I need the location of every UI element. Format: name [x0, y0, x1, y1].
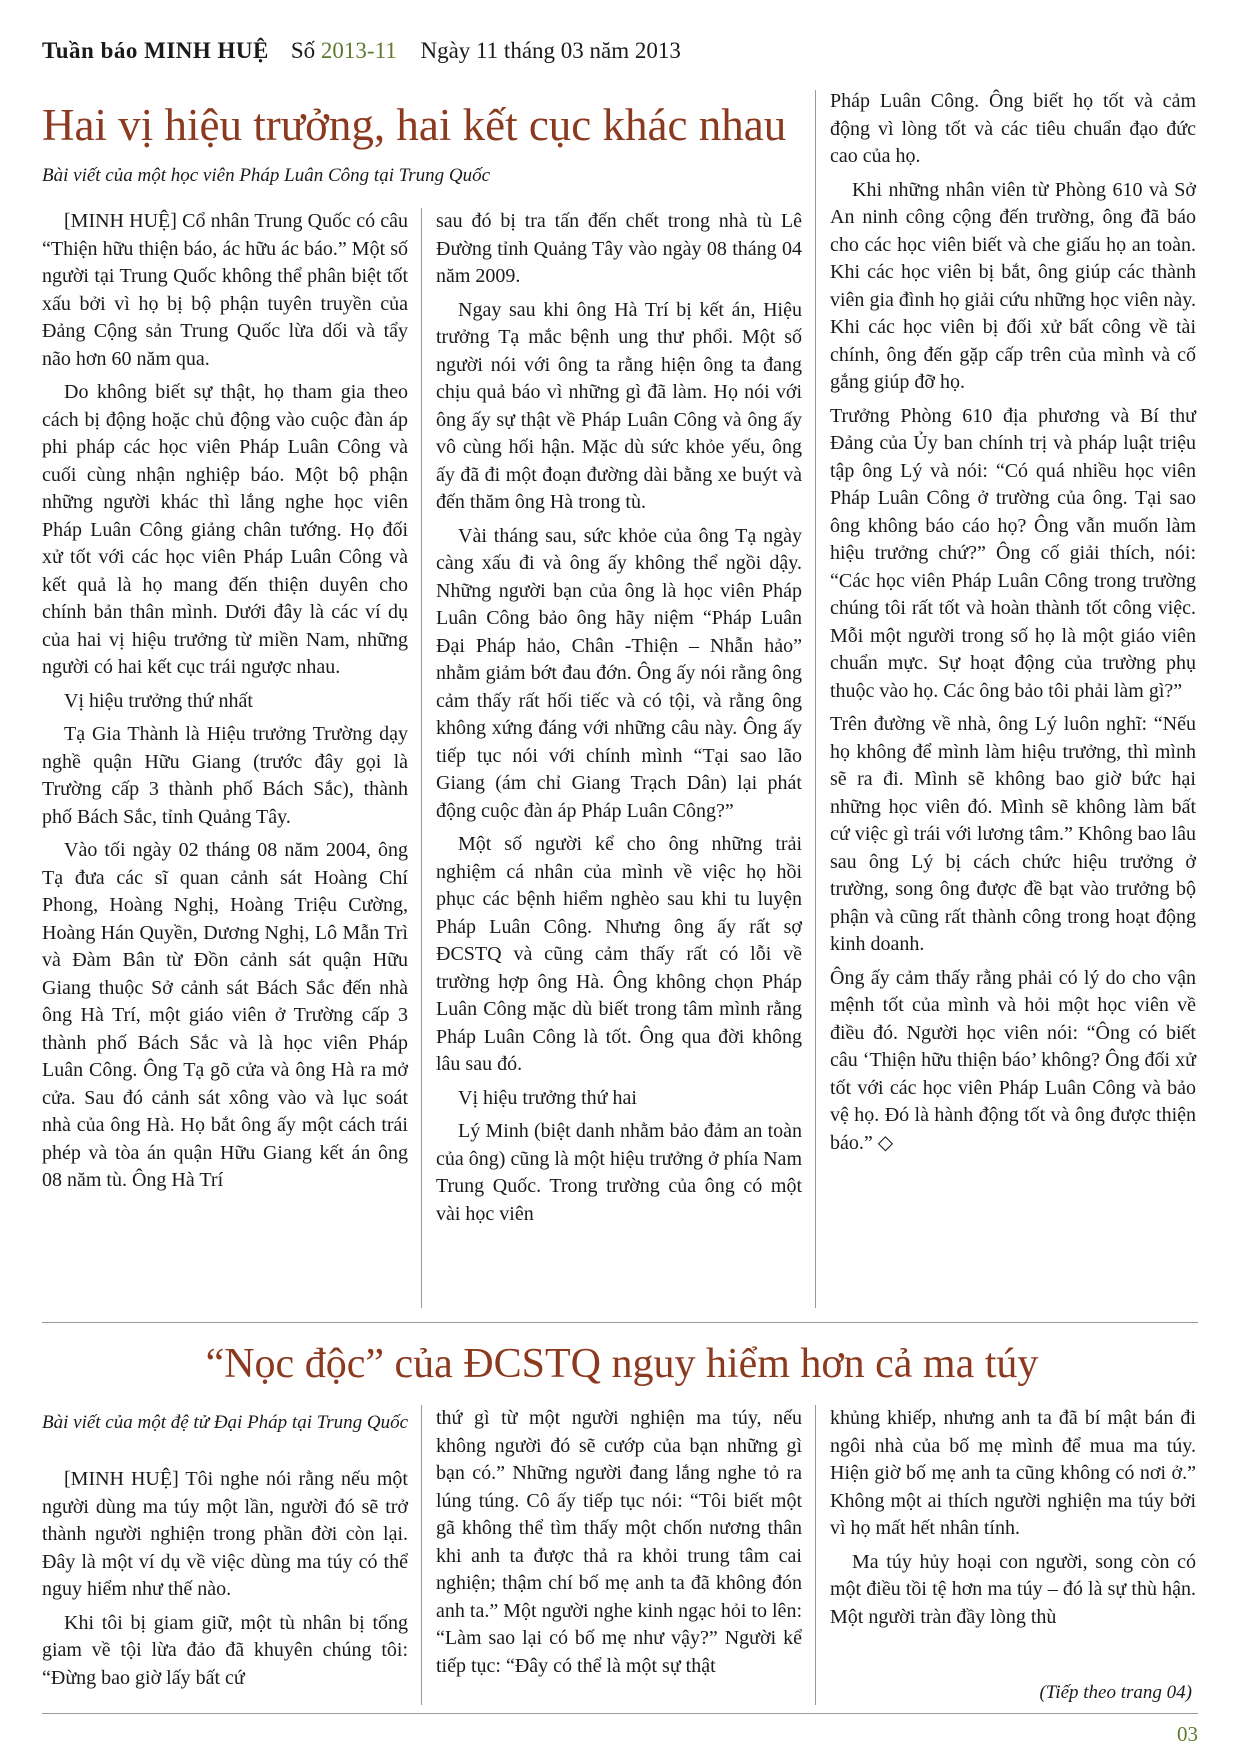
- issue-prefix: Số: [290, 38, 316, 63]
- paragraph: Vài tháng sau, sức khỏe của ông Tạ ngày càng xấu đi và ông ấy không thể ngồi dậy. Những người bạn của ông là học viên Pháp Luân Công bảo ông hãy niệm “Pháp Luân Đại Pháp hảo, Chân -Thiện – Nhẫn hảo” nhằm giảm bớt đau đớn. Ông ấy nói rằng ông cảm thấy rất hối tiếc và có tội, và rằng ông không xứng đáng với những câu này. Ông ấy tiếp tục nói với chính mình “Tại sao lão Giang (ám chỉ Giang Trạch Dân) lại phát động cuộc đàn áp Pháp Luân Công?”: [436, 524, 802, 822]
- paragraph: Khi những nhân viên từ Phòng 610 và Sở An ninh công cộng đến trường, ông đã báo cho các học viên biết và che giấu họ an toàn. Khi các học viên bị bắt, ông giúp các thành viên gia đình họ giải cứu những học viên này. Khi các học viên bị đối xử bất công về tài chính, ông đến gặp cấp trên của mình và cố gắng giúp đỡ họ.: [830, 178, 1196, 393]
- issue-date: Ngày 11 tháng 03 năm 2013: [420, 38, 681, 63]
- final-text: Ông ấy cảm thấy rằng phải có lý do cho vận mệnh tốt của mình và hỏi một học viên về điều đó. Người học viên nói: “Ông có biết câu ‘Thiện hữu thiện báo’ không? Ông đối xử tốt với các học viên Pháp Luân Công và bảo vệ họ. Đó là hành động tốt và ông được thiện báo.”: [830, 966, 1196, 1154]
- paragraph: thứ gì từ một người nghiện ma túy, nếu không người đó sẽ cướp của bạn những gì bạn có.” Những người đang lắng nghe tỏ ra lúng túng. Cô ấy tiếp tục nói: “Tôi biết một gã không thể tìm thấy một chốn nương thân khi anh ta được thả ra khỏi trung tâm cai nghiện; thậm chí bố mẹ anh ta đã không đón anh ta.” Một người nghe kinh ngạc hỏi to lên: “Làm sao lại có bố mẹ như vậy?” Người kể tiếp tục: “Đây có thể là một sự thật: [436, 1407, 802, 1677]
- article1-column-3: [830, 88, 1196, 1163]
- paragraph: Ngay sau khi ông Hà Trí bị kết án, Hiệu trưởng Tạ mắc bệnh ung thư phổi. Một số người nói với ông ta rằng hiện ông ta đang chịu quả báo vì những gì đã làm. Họ nói với ông ấy sự thật về Pháp Luân Công và ông ấy vô cùng hối hận. Mặc dù sức khỏe yếu, ông ấy đã đi một đoạn đường dài bằng xe buýt và đến thăm ông Hà trong tù.: [436, 298, 802, 513]
- article2-column-1: [42, 1466, 408, 1698]
- paragraph: Một số người kể cho ông những trải nghiệm cá nhân của mình về việc họ hồi phục các bệnh hiểm nghèo sau khi tu luyện Pháp Luân Công. Nhưng ông ấy rất sợ ĐCSTQ và cũng cảm thấy rất có lỗi về trường hợp ông Hà. Ông không chọn Pháp Luân Công mặc dù biết trong tâm mình rằng Pháp Luân Công là tốt. Ông qua đời không lâu sau đó.: [436, 833, 802, 1075]
- page-number: 03: [1177, 1722, 1198, 1746]
- publication-name: Tuần báo MINH HUỆ: [42, 38, 269, 63]
- paragraph: Vào tối ngày 02 tháng 08 năm 2004, ông Tạ đưa các sĩ quan cảnh sát Hoàng Chí Phong, Hoàng Nghị, Hoàng Triệu Cường, Hoàng Hán Quyền, Dương Nghị, Lô Mẫn Trì và Đàm Bân từ Đồn cảnh sát quận Hữu Giang thuộc Sở cảnh sát Bách Sắc đến nhà ông Hà Trí, một giáo viên ở Trường cấp 3 thành phố Bách Sắc và là học viên Pháp Luân Công. Ông Tạ gõ cửa và ông Hà ra mở cửa. Sau đó cảnh sát xông vào và lục soát nhà của ông Hà. Họ bắt ông ấy một cách trái phép và tòa án quận Hữu Giang kết án ông 08 năm tù. Ông Hà Trí: [42, 839, 408, 1191]
- paragraph: Tạ Gia Thành là Hiệu trưởng Trường dạy nghề quận Hữu Giang (trước đây gọi là Trường cấp 3 thành phố Bách Sắc), thành phố Bách Sắc, tỉnh Quảng Tây.: [42, 723, 408, 828]
- column-divider: [421, 1405, 422, 1705]
- section-heading: Vị hiệu trưởng thứ nhất: [64, 689, 253, 712]
- article2-title: “Nọc độc” của ĐCSTQ nguy hiểm hơn cả ma túy: [205, 1341, 1039, 1387]
- paragraph: sau đó bị tra tấn đến chết trong nhà tù Lê Đường tỉnh Quảng Tây vào ngày 08 tháng 04 năm 2009.: [436, 210, 802, 287]
- end-mark-icon: ◇: [877, 1131, 894, 1154]
- column-divider: [421, 208, 422, 1308]
- paragraph: Ma túy hủy hoại con người, song còn có một điều tồi tệ hơn ma túy – đó là sự thù hận. Một người tràn đầy lòng thù: [830, 1550, 1196, 1628]
- footer-rule: [42, 1713, 1198, 1714]
- section-heading: Vị hiệu trưởng thứ hai: [458, 1086, 637, 1109]
- masthead: [42, 38, 802, 78]
- paragraph: Do không biết sự thật, họ tham gia theo cách bị động hoặc chủ động vào cuộc đàn áp phi pháp các học viên Pháp Luân Công và cuối cùng nhận nghiệp báo. Một bộ phận những người khác thì lắng nghe học viên Pháp Luân Công giảng chân tướng. Họ đối xử tốt với các học viên Pháp Luân Công và kết quả là họ mang đến thiện duyên cho chính bản thân mình. Dưới đây là các ví dụ của hai vị hiệu trưởng từ miền Nam, những người có hai kết cục trái ngược nhau.: [42, 381, 408, 678]
- column-divider: [815, 90, 816, 1308]
- paragraph: Trưởng Phòng 610 địa phương và Bí thư Đảng của Ủy ban chính trị và pháp luật triệu tập ông Lý và nói: “Có quá nhiều học viên Pháp Luân Công ở trường của ông. Tại sao ông không báo cáo họ? Ông vẫn muốn làm hiệu trưởng chứ?” Ông cố giải thích, nói: “Các học viên Pháp Luân Công trong trường chúng tôi rất tốt và hoàn thành tốt công việc. Mỗi một người trong số họ là một giáo viên chuẩn mực. Sự hoạt động của trường phụ thuộc vào họ. Các ông bảo tôi phải làm gì?”: [830, 404, 1196, 702]
- article1-title: Hai vị hiệu trưởng, hai kết cục khác nhau: [42, 100, 787, 150]
- article2-column-2: [436, 1405, 802, 1686]
- paragraph-final: [830, 965, 1196, 1158]
- article1-column-2: [436, 208, 802, 1234]
- article1-column-1: [42, 208, 408, 1201]
- paragraph: Trên đường về nhà, ông Lý luôn nghĩ: “Nếu họ không để mình làm hiệu trưởng, thì mình sẽ ra đi. Mình sẽ không bao giờ bức hại những học viên đó. Mình sẽ không làm bất cứ việc gì trái với lương tâm.” Không bao lâu sau ông Lý bị cách chức hiệu trưởng ở trường, song ông được đề bạt vào trưởng bộ phận và cũng rất thành công trong hoạt động kinh doanh.: [830, 713, 1196, 955]
- issue-number: 2013-11: [320, 38, 397, 63]
- paragraph: Pháp Luân Công. Ông biết họ tốt và cảm động vì lòng tốt và các tiêu chuẩn đạo đức cao của họ.: [830, 90, 1196, 167]
- paragraph: khủng khiếp, nhưng anh ta đã bí mật bán đi ngôi nhà của bố mẹ mình để mua ma túy. Hiện giờ bố mẹ anh ta cũng không có nơi ở.” Không một ai thích người nghiện ma túy bởi vì họ mất hết nhân tính.: [830, 1407, 1196, 1539]
- article2-byline: Bài viết của một đệ tử Đại Pháp tại Trung Quốc: [42, 1412, 409, 1433]
- continued-note: (Tiếp theo trang 04): [1039, 1682, 1192, 1703]
- article1-byline: Bài viết của một học viên Pháp Luân Công tại Trung Quốc: [42, 165, 491, 186]
- paragraph: Lý Minh (biệt danh nhằm bảo đảm an toàn của ông) cũng là một hiệu trưởng ở phía Nam Trung Quốc. Trong trường của ông có một vài học viên: [436, 1120, 802, 1225]
- column-divider: [815, 1405, 816, 1705]
- paragraph: [MINH HUỆ] Cổ nhân Trung Quốc có câu “Thiện hữu thiện báo, ác hữu ác báo.” Một số người tại Trung Quốc không thể phân biệt tốt xấu bởi vì họ bị bộ phận tuyên truyền của Đảng Cộng sản Trung Quốc lừa dối và tẩy não hơn 60 năm qua.: [42, 210, 408, 370]
- article2-column-3: [830, 1405, 1196, 1637]
- paragraph: [MINH HUỆ] Tôi nghe nói rằng nếu một người dùng ma túy một lần, người đó sẽ trở thành người nghiện trong phần đời còn lại. Đây là một ví dụ về việc dùng ma túy có thể nguy hiểm như thế nào.: [42, 1468, 408, 1600]
- article-separator: [42, 1322, 1198, 1323]
- paragraph: Khi tôi bị giam giữ, một tù nhân bị tống giam về tội lừa đảo đã khuyên chúng tôi: “Đừng bao giờ lấy bất cứ: [42, 1611, 408, 1689]
